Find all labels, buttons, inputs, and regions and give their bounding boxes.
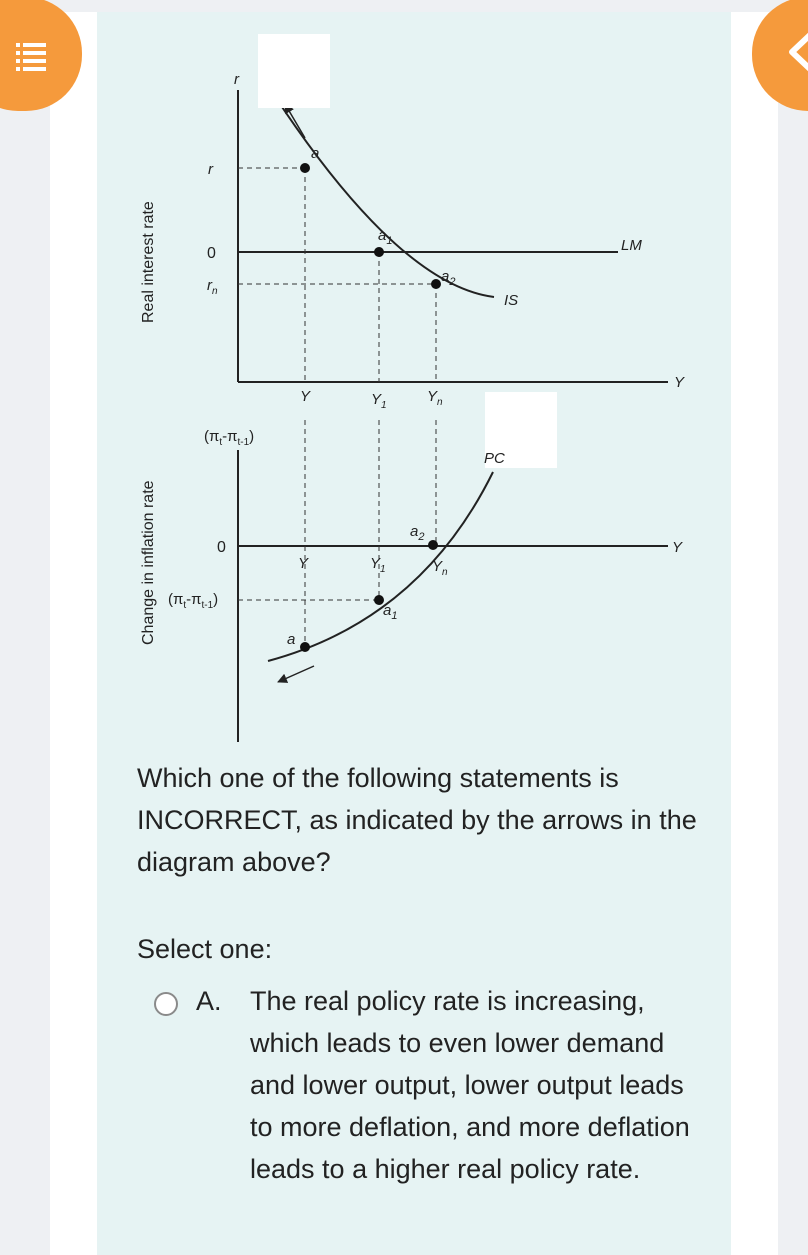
label-is: IS	[504, 292, 519, 309]
label-point-a1-top: $a_1$	[378, 227, 393, 247]
answer-option-a[interactable]	[150, 980, 710, 1230]
label-point-a-top: a	[311, 145, 320, 162]
top-axis-r-label: r	[234, 71, 239, 88]
point-a1-top	[374, 247, 384, 257]
label-point-a-bottom: a	[287, 631, 296, 648]
option-text[interactable]: The real policy rate is increasing, which leads to even lower demand and lower output, lower output leads to more deflation, and more deflation leads to a higher real policy rate.	[250, 986, 690, 1184]
label-point-a1-bottom: $a_1$	[383, 602, 398, 622]
white-box-top	[258, 34, 330, 108]
tick-zero-top: 0	[207, 245, 216, 262]
tick-r: r	[208, 161, 213, 178]
bottom-axis-top-label: $(\pi_t-\pi_{t-1})$	[204, 428, 255, 448]
pc-direction-arrow	[278, 666, 314, 682]
tick-zero-bottom: 0	[217, 539, 226, 556]
option-letter: A.	[196, 986, 222, 1016]
x-tick-y-top: Y	[300, 388, 311, 405]
top-x-axis-label: Y	[674, 374, 685, 391]
radio-button-a[interactable]	[154, 992, 178, 1016]
point-a2-top	[431, 279, 441, 289]
x-tick-y1-top: $Y_1$	[371, 391, 387, 411]
label-point-a2-bottom: $a_2$	[410, 523, 425, 543]
tick-neg-inflation: $(\pi_t-\pi_{t-1})$	[168, 591, 219, 611]
x-tick-y-bottom: Y	[298, 555, 309, 572]
point-a2-bottom	[428, 540, 438, 550]
label-pc: PC	[484, 450, 505, 467]
is-curve	[276, 98, 494, 297]
label-point-a2-top: $a_2$	[441, 268, 456, 288]
label-lm: LM	[621, 237, 642, 254]
bottom-y-axis-title: Change in inflation rate	[140, 480, 157, 645]
tick-rn: $r_n$	[207, 277, 218, 297]
question-text: Which one of the following statements is INCORRECT, as indicated by the arrows in the diagram above?	[137, 763, 697, 877]
top-y-axis-title: Real interest rate	[140, 201, 157, 323]
point-a-bottom	[300, 642, 310, 652]
x-tick-yn-bottom: $Y_n$	[432, 558, 448, 578]
bottom-x-axis-label: Y	[672, 539, 683, 556]
select-one-prompt: Select one:	[137, 934, 273, 964]
x-tick-y1-bottom: $Y_1$	[370, 555, 386, 575]
is-direction-arrow	[285, 104, 305, 138]
x-tick-yn-top: $Y_n$	[427, 388, 443, 408]
point-a-top	[300, 163, 310, 173]
